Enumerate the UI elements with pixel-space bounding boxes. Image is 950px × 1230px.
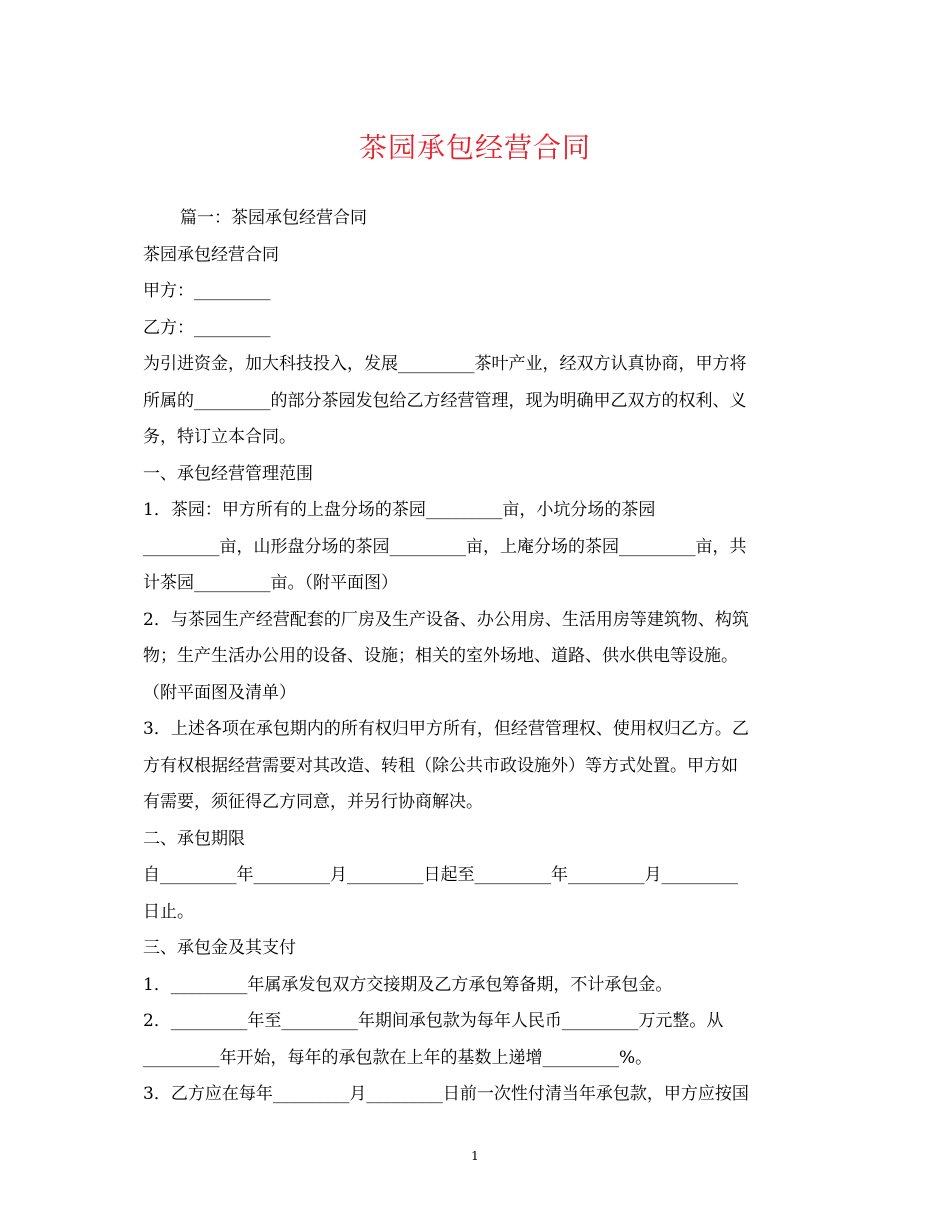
section-heading: 篇一：茶园承包经营合同 [180,208,367,228]
document-title: 茶园承包经营合同 [358,131,591,164]
document-body [143,200,803,1113]
paragraph-line: 日止。 [143,901,194,922]
clause-heading: 三、承包金及其支付 [143,938,296,958]
paragraph-line: 为引进资金，加大科技投入，发展_________茶叶产业，经双方认真协商，甲方将 [143,354,747,374]
paragraph-line: 有需要，须征得乙方同意，并另行协商解决。 [143,792,483,812]
contract-name: 茶园承包经营合同 [143,244,279,265]
paragraph-line: 1．茶园：甲方所有的上盘分场的茶园_________亩，小坑分场的茶园 [143,500,656,520]
paragraph-line: 2．与茶园生产经营配套的厂房及生产设备、办公用房、生活用房等建筑物、构筑 [143,609,749,630]
page-number: 1 [471,1149,479,1163]
paragraph-line: 3．上述各项在承包期内的所有权归甲方所有，但经营管理权、使用权归乙方。乙 [143,719,749,739]
party-a-line: 甲方：_________ [143,281,271,301]
paragraph-line: 所属的_________的部分茶园发包给乙方经营管理，现为明确甲乙双方的权利、义 [143,390,747,411]
paragraph-line: 物；生产生活办公用的设备、设施；相关的室外场地、道路、供水供电等设施。 [143,646,738,666]
paragraph-line: 计茶园_________亩。（附平面图） [143,573,398,593]
paragraph-line: （附平面图及清单） [143,682,296,703]
party-b-line: 乙方：_________ [143,317,271,338]
clause-heading: 一、承包经营管理范围 [143,463,313,484]
paragraph-line: 2．_________年至_________年期间承包款为每年人民币_________万元整。从 [143,1011,724,1031]
paragraph-line: 3．乙方应在每年_________月_________日前一次性付清当年承包款，甲方应按国 [143,1084,749,1104]
clause-heading: 二、承包期限 [143,828,245,849]
paragraph-line: _________亩，山形盘分场的茶园_________亩，上庵分场的茶园_________亩，共 [143,536,747,557]
paragraph-line: 方有权根据经营需要对其改造、转租（除公共市政设施外）等方式处置。甲方如 [143,755,738,776]
paragraph-line: 自_________年_________月_________日起至_________年_________月_________ [143,865,738,885]
paragraph-line: _________年开始，每年的承包款在上年的基数上递增_________%。 [143,1047,653,1068]
paragraph-line: 1．_________年属承发包双方交接期及乙方承包筹备期，不计承包金。 [143,974,673,995]
paragraph-line: 务，特订立本合同。 [143,427,296,447]
